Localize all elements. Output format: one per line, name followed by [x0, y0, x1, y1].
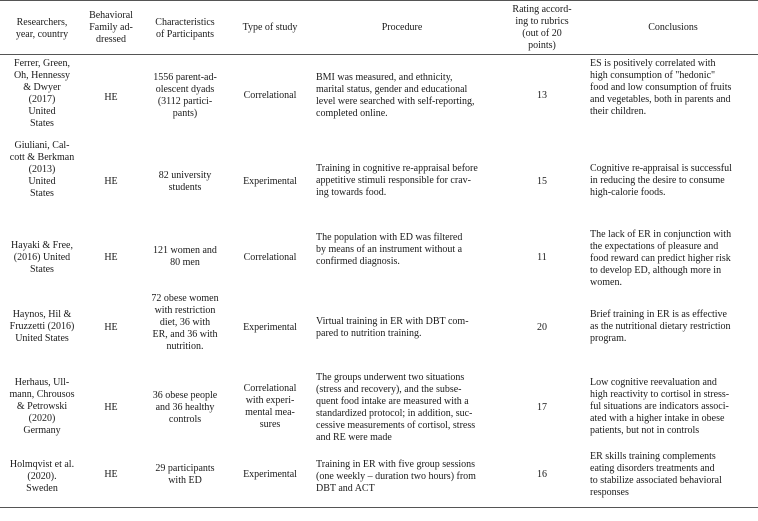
row-5-rating: 17	[537, 402, 547, 413]
row-6-rating: 16	[537, 469, 547, 480]
header-conclusions: Conclusions	[648, 22, 698, 33]
row-4-conclusions: Brief training in ER is as effective as the nutritional dietary restriction program.	[590, 309, 731, 344]
row-2-conclusions: Cognitive re-appraisal is successful in reducing the desire to consume high-calorie foods.	[590, 163, 732, 198]
row-6-type: Experimental	[243, 469, 297, 480]
row-5-type: Correlational with experi- mental mea- sures	[243, 383, 297, 430]
header-characteristics: Characteristics of Participants	[155, 17, 215, 40]
row-4-family: HE	[104, 322, 118, 333]
row-6-family: HE	[104, 469, 118, 480]
row-1-procedure: BMI was measured, and ethnicity, marital status, gender and educational level were searched with self-reporting, completed online.	[316, 72, 475, 119]
row-3-family: HE	[104, 252, 118, 263]
row-1-conclusions: ES is positively correlated with high consumption of "hedonic" food and low consumption of fruits and vegetables, both in parents and their children.	[590, 58, 732, 117]
row-6-conclusions: ER skills training complements eating disorders treatments and to stabilize associated behavioral responses	[590, 451, 722, 498]
row-3-researchers: Hayaki & Free, (2016) United States	[11, 240, 73, 275]
row-3-conclusions: The lack of ER in conjunction with the expectations of pleasure and food reward can predict higher risk to develop ED, although more in women.	[590, 229, 732, 288]
row-6-researchers: Holmqvist et al. (2020). Sweden	[9, 459, 75, 494]
row-2-characteristics: 82 university students	[158, 170, 212, 193]
row-5-procedure: The groups underwent two situations (stress and recovery), and the subse- quent food intake are measured with a standardized protocol; in addition, suc- cessive measurements of cortisol, stress and RE were made	[316, 372, 476, 443]
row-4-rating: 20	[537, 322, 547, 333]
row-5-family: HE	[104, 402, 118, 413]
header-type-of-study: Type of study	[242, 22, 298, 33]
header-rating: Rating accord- ing to rubrics (out of 20 points)	[512, 4, 572, 51]
row-1-characteristics: 1556 parent-ad- olescent dyads (3112 partici- pants)	[153, 72, 217, 119]
row-1-rating: 13	[537, 90, 547, 101]
row-6-characteristics: 29 participants with ED	[155, 463, 215, 486]
row-6-procedure: Training in ER with five group sessions (one weekly – duration two hours) from DBT and ACT	[316, 459, 476, 494]
header-bottom-rule	[0, 54, 758, 55]
header-procedure: Procedure	[381, 22, 423, 33]
row-5-researchers: Herhaus, Ull- mann, Chrousos & Petrowski (2020) Germany	[9, 377, 75, 436]
row-3-characteristics: 121 women and 80 men	[153, 245, 217, 268]
row-4-characteristics: 72 obese women with restriction diet, 36 with ER, and 36 with nutrition.	[151, 293, 219, 352]
row-5-characteristics: 36 obese people and 36 healthy controls	[152, 390, 218, 425]
row-1-family: HE	[104, 92, 118, 103]
row-4-type: Experimental	[243, 322, 297, 333]
header-researchers: Researchers, year, country	[15, 17, 69, 40]
row-2-type: Experimental	[243, 176, 297, 187]
row-5-conclusions: Low cognitive reevaluation and high reactivity to cortisol in stress- ful situations are indicators associ- ated with a higher intake in obese patients, but not in controls	[590, 377, 730, 436]
row-2-procedure: Training in cognitive re-appraisal before appetitive stimuli responsible for crav- ing towards food.	[316, 163, 478, 198]
header-behavioral-family: Behavioral Family ad- dressed	[89, 10, 133, 45]
row-3-rating: 11	[537, 252, 547, 263]
row-1-researchers: Ferrer, Green, Oh, Hennessy & Dwyer (2017) United States	[13, 58, 71, 129]
row-4-researchers: Haynos, Hil & Fruzzetti (2016) United States	[9, 309, 75, 344]
row-2-family: HE	[104, 176, 118, 187]
row-2-researchers: Giuliani, Cal- cott & Berkman (2013) United States	[9, 140, 75, 199]
row-3-type: Correlational	[243, 252, 297, 263]
header-top-rule	[0, 0, 758, 1]
row-4-procedure: Virtual training in ER with DBT com- pared to nutrition training.	[316, 316, 469, 339]
table-bottom-rule	[0, 507, 758, 508]
row-2-rating: 15	[537, 176, 547, 187]
row-1-type: Correlational	[243, 90, 297, 101]
row-3-procedure: The population with ED was filtered by means of an instrument without a confirmed diagnosis.	[316, 232, 463, 267]
